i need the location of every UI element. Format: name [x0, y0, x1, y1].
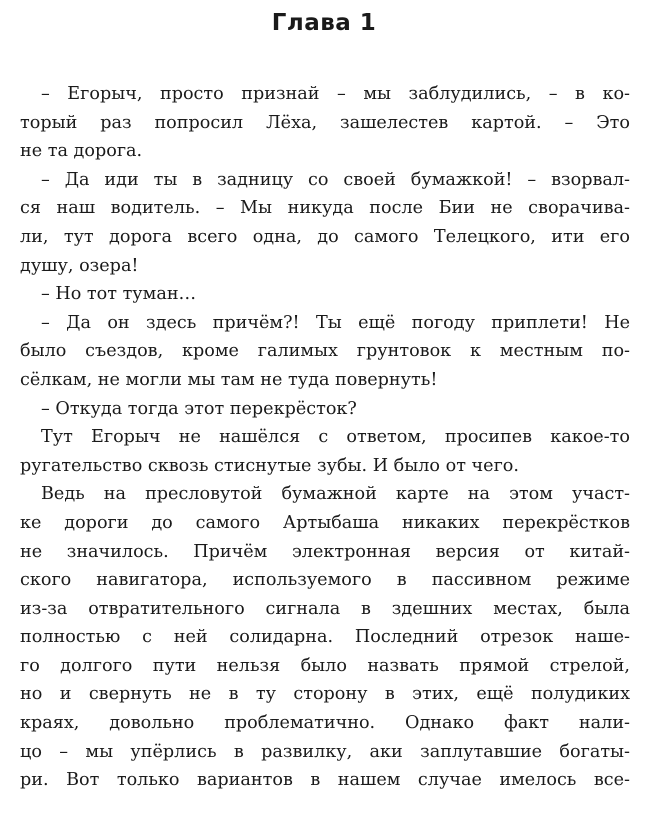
- text-line: краях, довольно проблематично. Однако факт нали-: [20, 713, 630, 734]
- text-line: – Но тот туман…: [41, 284, 197, 305]
- text-line: цо – мы упёрлись в развилку, аки заплутавшие богаты-: [20, 741, 630, 762]
- text-line: ского навигатора, используемого в пассивном режиме: [20, 570, 630, 591]
- text-line: из-за отвратительного сигнала в здешних местах, была: [20, 598, 630, 619]
- text-line: – Да он здесь причём?! Ты ещё погоду приплети! Не: [41, 312, 630, 333]
- text-line: Ведь на пресловутой бумажной карте на этом участ-: [41, 484, 630, 505]
- text-line: не та дорога.: [20, 141, 143, 162]
- text-line: душу, озера!: [20, 255, 139, 276]
- text-line: ке дороги до самого Артыбаша никаких перекрёстков: [20, 512, 630, 533]
- text-line: ругательство сквозь стиснутые зубы. И было от чего.: [20, 455, 519, 476]
- text-line: было съездов, кроме галимых грунтовок к местным по-: [20, 341, 630, 362]
- text-line: торый раз попросил Лёха, зашелестев картой. – Это: [20, 112, 630, 133]
- text-line: сёлкам, не могли мы там не туда повернуть!: [20, 369, 438, 390]
- text-line: но и свернуть не в ту сторону в этих, ещё полудиких: [20, 684, 630, 705]
- body-text: [20, 80, 630, 795]
- text-line: го долгого пути нельзя было назвать прямой стрелой,: [20, 655, 630, 676]
- text-line: ся наш водитель. – Мы никуда после Бии не сворачива-: [20, 198, 630, 219]
- text-line: – Откуда тогда этот перекрёсток?: [41, 398, 357, 419]
- text-line: ри. Вот только вариантов в нашем случае имелось все-: [20, 770, 630, 791]
- text-line: ли, тут дорога всего одна, до самого Телецкого, ити его: [20, 226, 630, 247]
- text-line: полностью с ней солидарна. Последний отрезок наше-: [20, 627, 630, 648]
- text-line: – Да иди ты в задницу со своей бумажкой! – взорвал-: [41, 169, 630, 190]
- text-line: не значилось. Причём электронная версия от китай-: [20, 541, 630, 562]
- chapter-title: Глава 1: [271, 10, 377, 36]
- text-line: – Егорыч, просто признай – мы заблудились, – в ко-: [41, 84, 630, 104]
- text-line: Тут Егорыч не нашёлся с ответом, просипев какое-то: [41, 427, 630, 448]
